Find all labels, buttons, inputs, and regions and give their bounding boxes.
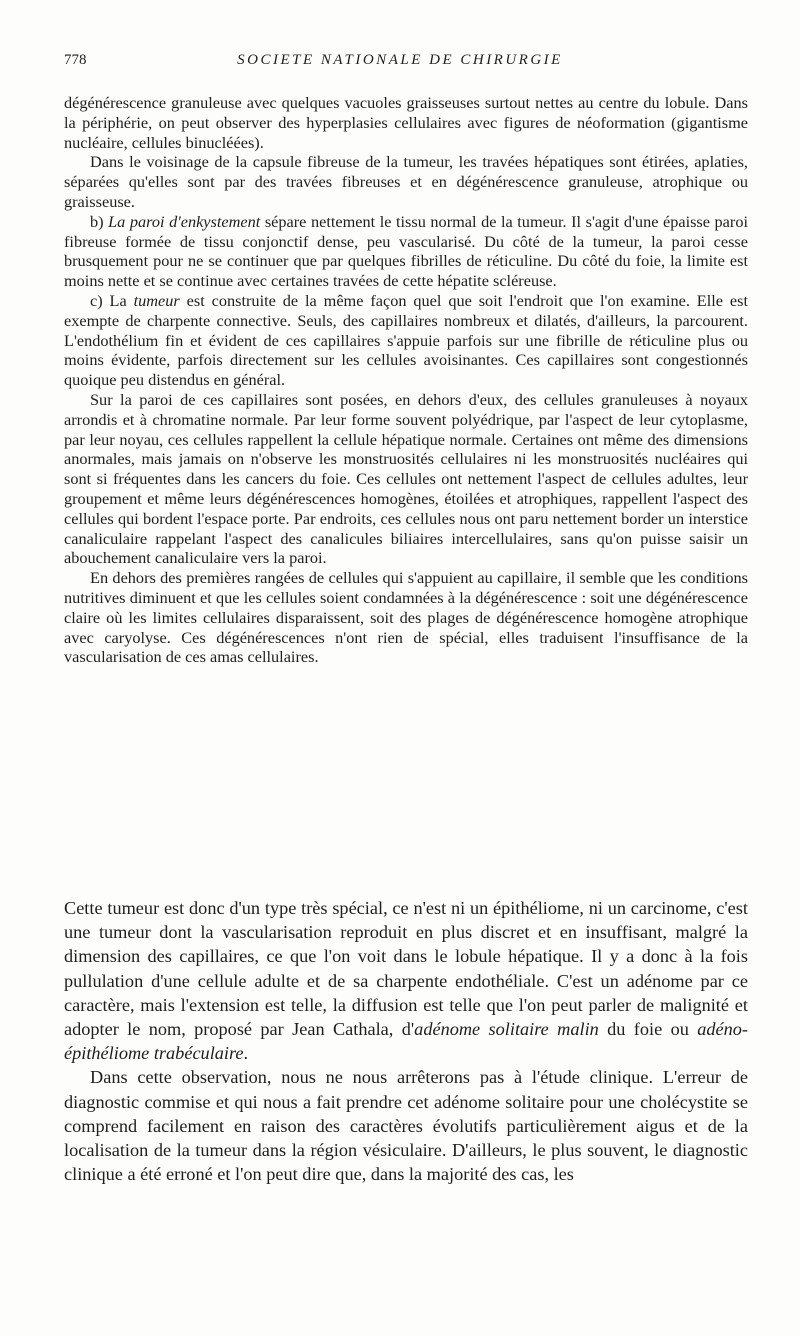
- paragraph-clinique: Dans cette observation, nous ne nous arrêterons pas à l'étude clinique. L'erreur de diagnostic commise et qui nous a fait prendre cet adénome solitaire pour une cholécystite se comprend facilement en raison des caractères évolutifs particulièrement aigus et de la localisation de la tumeur dans la région vésiculaire. D'ailleurs, le plus souvent, le diagnostic clinique a été erroné et l'on peut dire que, dans la majorité des cas, les: [64, 1067, 748, 1185]
- discussion-text: [64, 896, 748, 1186]
- paragraph-paroi-text: sépare nettement le tissu normal de la tumeur. Il s'agit d'une épaisse paroi fibreuse formée de tissu conjonctif dense, peu vascularisé. Du côté de la tumeur, la paroi cesse brusquement pour ne se continuer que par quelques fibrilles de réticuline. Du côté du foie, la limite est moins nette et se continue avec certaines travées de cette hépatite scléreuse.: [64, 211, 748, 291]
- paragraph-conclusion: [64, 896, 748, 1065]
- term-paroi: La paroi d'enkystement: [108, 211, 261, 231]
- running-title: SOCIETE NATIONALE DE CHIRURGIE: [237, 52, 563, 68]
- term-adeno-epitheliome: adéno-épithéliome trabéculaire: [64, 1019, 748, 1064]
- page-header: [64, 52, 736, 74]
- paragraph-continuation: dégénérescence granuleuse avec quelques vacuoles graisseuses surtout nettes au centre du lobule. Dans la périphérie, on peut observer des hyperplasies cellulaires avec figures de néoformation (gigantisme nucléaire, cellules binucléées).: [64, 93, 748, 152]
- conclusion-text-a: Cette tumeur est donc d'un type très spécial, ce n'est ni un épithéliome, ni un carcinome, c'est une tumeur dont la vascularisation reproduit en plus discret et en insuffisant, malgré la dimension des capillaires, ce que l'on voit dans le lobule hépatique. Il y a donc à la fois pullulation d'une cellule adulte et de sa charpente endothéliale. C'est un adénome par ce caractère, mais l'extension est telle, la diffusion est telle que l'on peut parler de malignité et adopter le nom, proposé par Jean Cathala, d': [64, 898, 748, 1040]
- paragraph-paroi: [64, 212, 748, 291]
- paragraph-tumeur: [64, 291, 748, 390]
- conclusion-text-c: .: [243, 1043, 249, 1064]
- paragraph-cellules: Sur la paroi de ces capillaires sont posées, en dehors d'eux, des cellules granuleuses à noyaux arrondis et à chromatine normale. Par leur forme souvent polyédrique, par l'aspect de leur cytoplasme, par leur noyau, ces cellules rappellent la cellule hépatique normale. Certaines ont même des dimensions anormales, mais jamais on n'observe les monstruosités cellulaires ni les monstruosités nucléaires qui sont si fréquentes dans les cancers du foie. Ces cellules ont nettement l'aspect de cellules adultes, leur groupement et même leurs dégénérescences homogènes, étoilées et atrophiques, rappellent l'aspect des cellules qui bordent l'espace porte. Par endroits, ces cellules nous ont paru nettement border un interstice canaliculaire rappelant l'aspect des canalicules biliaires intercellulaires, sans qu'on puisse saisir un abouchement canaliculaire vers la paroi.: [64, 389, 748, 568]
- page-number: 778: [64, 52, 87, 68]
- conclusion-text-b: du foie ou: [598, 1019, 698, 1040]
- paragraph-tumeur-text: est construite de la même façon quel que soit l'endroit que l'on examine. Elle est exempte de charpente connective. Seuls, des capillaires nombreux et dilatés, d'ailleurs, la parcourent. L'endothélium fin et évident de ces capillaires s'appuie parfois sur une fibrille de réticuline plus ou moins évidente, parfois directement sur les cellules avoisinantes. Ces capillaires sont congestionnés quoique peu distendus en général.: [64, 290, 748, 390]
- item-marker-b: b): [90, 211, 109, 231]
- term-tumeur: tumeur: [133, 290, 180, 310]
- item-marker-c: c) La: [90, 290, 134, 310]
- histology-description: [64, 93, 748, 667]
- paragraph-capsule: Dans le voisinage de la capsule fibreuse de la tumeur, les travées hépatiques sont étirées, aplaties, séparées qu'elles sont par des travées fibreuses et en dégénérescence granuleuse, atrophique ou graisseuse.: [64, 152, 748, 211]
- term-adenome-solitaire: adénome solitaire malin: [414, 1019, 599, 1040]
- paragraph-degenerescence: En dehors des premières rangées de cellules qui s'appuient au capillaire, il semble que les conditions nutritives diminuent et que les cellules soient condamnées à la dégénérescence : soit une dégénérescence claire où les limites cellulaires disparaissent, soit des plages de dégénérescence homogène atrophique avec caryolyse. Ces dégénérescences n'ont rien de spécial, elles traduisent l'insuffisance de la vascularisation de ces amas cellulaires.: [64, 568, 748, 667]
